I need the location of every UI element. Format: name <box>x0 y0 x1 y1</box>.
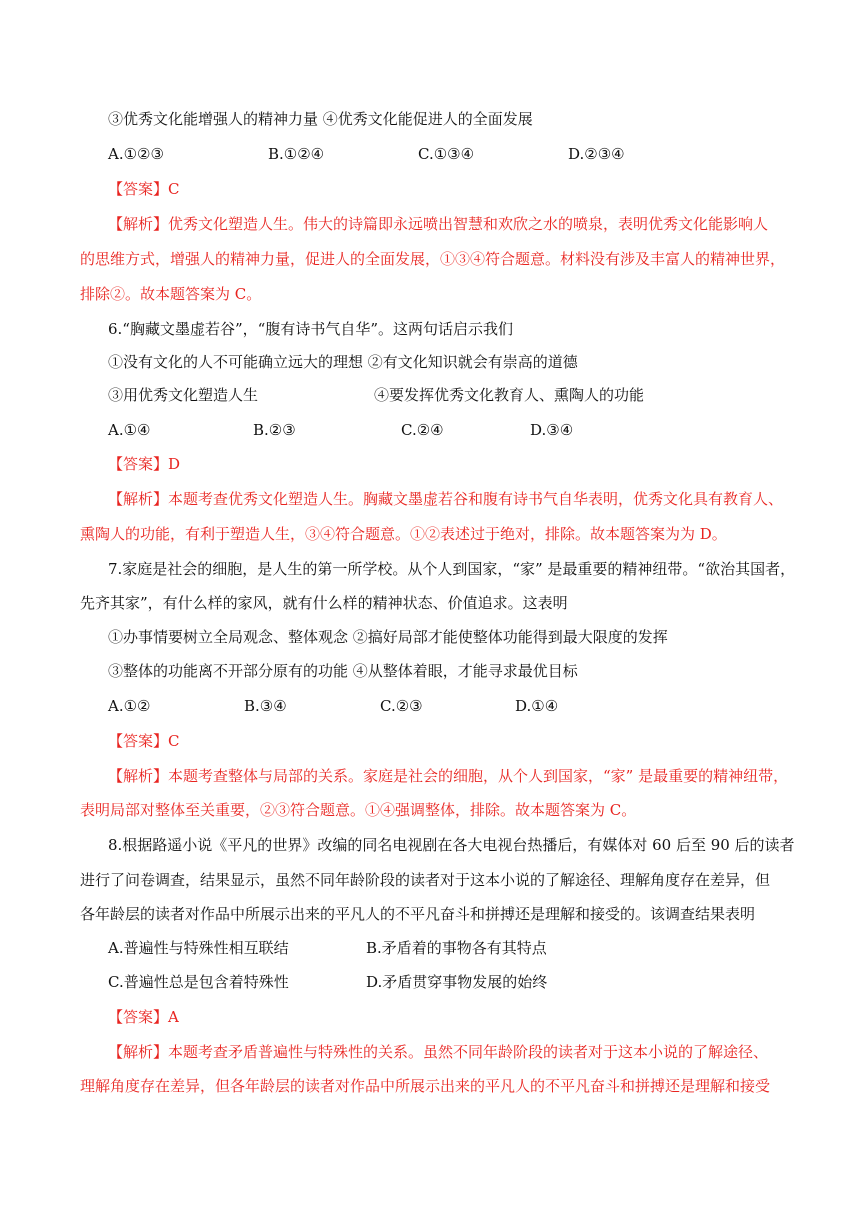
answer-value: A <box>168 1008 179 1026</box>
q8-question-line-1: 8.根据路遥小说《平凡的世界》改编的同名电视剧在各大电视台热播后，有媒体对 60 后至 90 后的读者 <box>108 836 795 854</box>
answer-value: C <box>168 180 180 198</box>
q7-statements-1-2: ①办事情要树立全局观念、整体观念 ②搞好局部才能使整体功能得到最大限度的发挥 <box>108 628 668 646</box>
q6-analysis-line-2: 熏陶人的功能，有利于塑造人生，③④符合题意。①②表述过于绝对，排除。故本题答案为为 D。 <box>80 525 727 543</box>
q6-answer <box>108 454 180 474</box>
q6-statement-3: ③用优秀文化塑造人生 <box>108 386 259 404</box>
q8-option-b: B.矛盾着的事物各有其特点 <box>366 939 547 957</box>
q5-option-b: B.①②④ <box>268 145 325 163</box>
q6-analysis-line-1 <box>108 489 783 509</box>
q7-option-b: B.③④ <box>244 697 287 715</box>
q5-analysis-line-3: 排除②。故本题答案为 C。 <box>80 285 262 303</box>
q7-option-c: C.②③ <box>380 697 423 715</box>
q8-option-a: A.普遍性与特殊性相互联结 <box>108 939 289 957</box>
analysis-text: 本题考查整体与局部的关系。家庭是社会的细胞，从个人到国家，“家” 是最重要的精神纽带， <box>168 767 789 785</box>
q7-answer <box>108 731 180 751</box>
q5-statements-3-4: ③优秀文化能增强人的精神力量 ④优秀文化能促进人的全面发展 <box>108 110 533 128</box>
q7-option-a: A.①② <box>108 697 151 715</box>
analysis-tag: 【解析】 <box>108 490 169 508</box>
q6-option-d: D.③④ <box>530 421 574 439</box>
answer-tag: 【答案】 <box>108 180 169 198</box>
q7-option-d: D.①④ <box>515 697 559 715</box>
analysis-text: 优秀文化塑造人生。伟大的诗篇即永远喷出智慧和欢欣之水的喷泉，表明优秀文化能影响人 <box>168 215 769 233</box>
q8-analysis-line-1 <box>108 1042 768 1062</box>
answer-tag: 【答案】 <box>108 732 169 750</box>
analysis-text: 本题考查优秀文化塑造人生。胸藏文墨虚若谷和腹有诗书气自华表明，优秀文化具有教育人、 <box>168 490 784 508</box>
q6-option-b: B.②③ <box>253 421 296 439</box>
q6-option-c: C.②④ <box>401 421 444 439</box>
q5-option-a: A.①②③ <box>108 145 164 163</box>
q5-option-d: D.②③④ <box>568 145 625 163</box>
q5-analysis-line-2: 的思维方式，增强人的精神力量，促进人的全面发展，①③④符合题意。材料没有涉及丰富人的精神世界， <box>80 250 786 268</box>
q7-question-line-1: 7.家庭是社会的细胞，是人生的第一所学校。从个人到国家，“家” 是最重要的精神纽带。“欲治其国者， <box>108 560 796 578</box>
q6-statements-1-2: ①没有文化的人不可能确立远大的理想 ②有文化知识就会有崇高的道德 <box>108 353 578 371</box>
q8-analysis-line-2: 理解角度存在差异，但各年龄层的读者对作品中所展示出来的平凡人的不平凡奋斗和拼搏还是理解和接受 <box>80 1077 771 1095</box>
q6-statement-4: ④要发挥优秀文化教育人、熏陶人的功能 <box>374 386 645 404</box>
q5-analysis-line-1 <box>108 214 768 234</box>
answer-tag: 【答案】 <box>108 455 169 473</box>
q8-option-d: D.矛盾贯穿事物发展的始终 <box>366 973 548 991</box>
q6-option-a: A.①④ <box>108 421 151 439</box>
q5-answer <box>108 179 180 199</box>
q7-analysis-line-2: 表明局部对整体至关重要，②③符合题意。①④强调整体，排除。故本题答案为 C。 <box>80 801 637 819</box>
analysis-tag: 【解析】 <box>108 1043 169 1061</box>
q8-answer <box>108 1007 179 1027</box>
answer-value: D <box>168 455 181 473</box>
q8-question-line-3: 各年龄层的读者对作品中所展示出来的平凡人的不平凡奋斗和拼搏还是理解和接受的。该调查结果表明 <box>80 905 756 923</box>
q6-question: 6.“胸藏文墨虚若谷”，“腹有诗书气自华”。这两句话启示我们 <box>108 320 513 338</box>
q7-question-line-2: 先齐其家”，有什么样的家风，就有什么样的精神状态、价值追求。这表明 <box>80 594 568 612</box>
q5-option-c: C.①③④ <box>418 145 475 163</box>
q7-statements-3-4: ③整体的功能离不开部分原有的功能 ④从整体着眼，才能寻求最优目标 <box>108 662 578 680</box>
answer-tag: 【答案】 <box>108 1008 169 1026</box>
answer-value: C <box>168 732 180 750</box>
q8-option-c: C.普遍性总是包含着特殊性 <box>108 973 289 991</box>
analysis-text: 本题考查矛盾普遍性与特殊性的关系。虽然不同年龄阶段的读者对于这本小说的了解途径、 <box>168 1043 769 1061</box>
analysis-tag: 【解析】 <box>108 215 169 233</box>
analysis-tag: 【解析】 <box>108 767 169 785</box>
q8-question-line-2: 进行了问卷调查，结果显示，虽然不同年龄阶段的读者对于这本小说的了解途径、理解角度存在差异，但 <box>80 871 771 889</box>
q7-analysis-line-1 <box>108 766 788 786</box>
